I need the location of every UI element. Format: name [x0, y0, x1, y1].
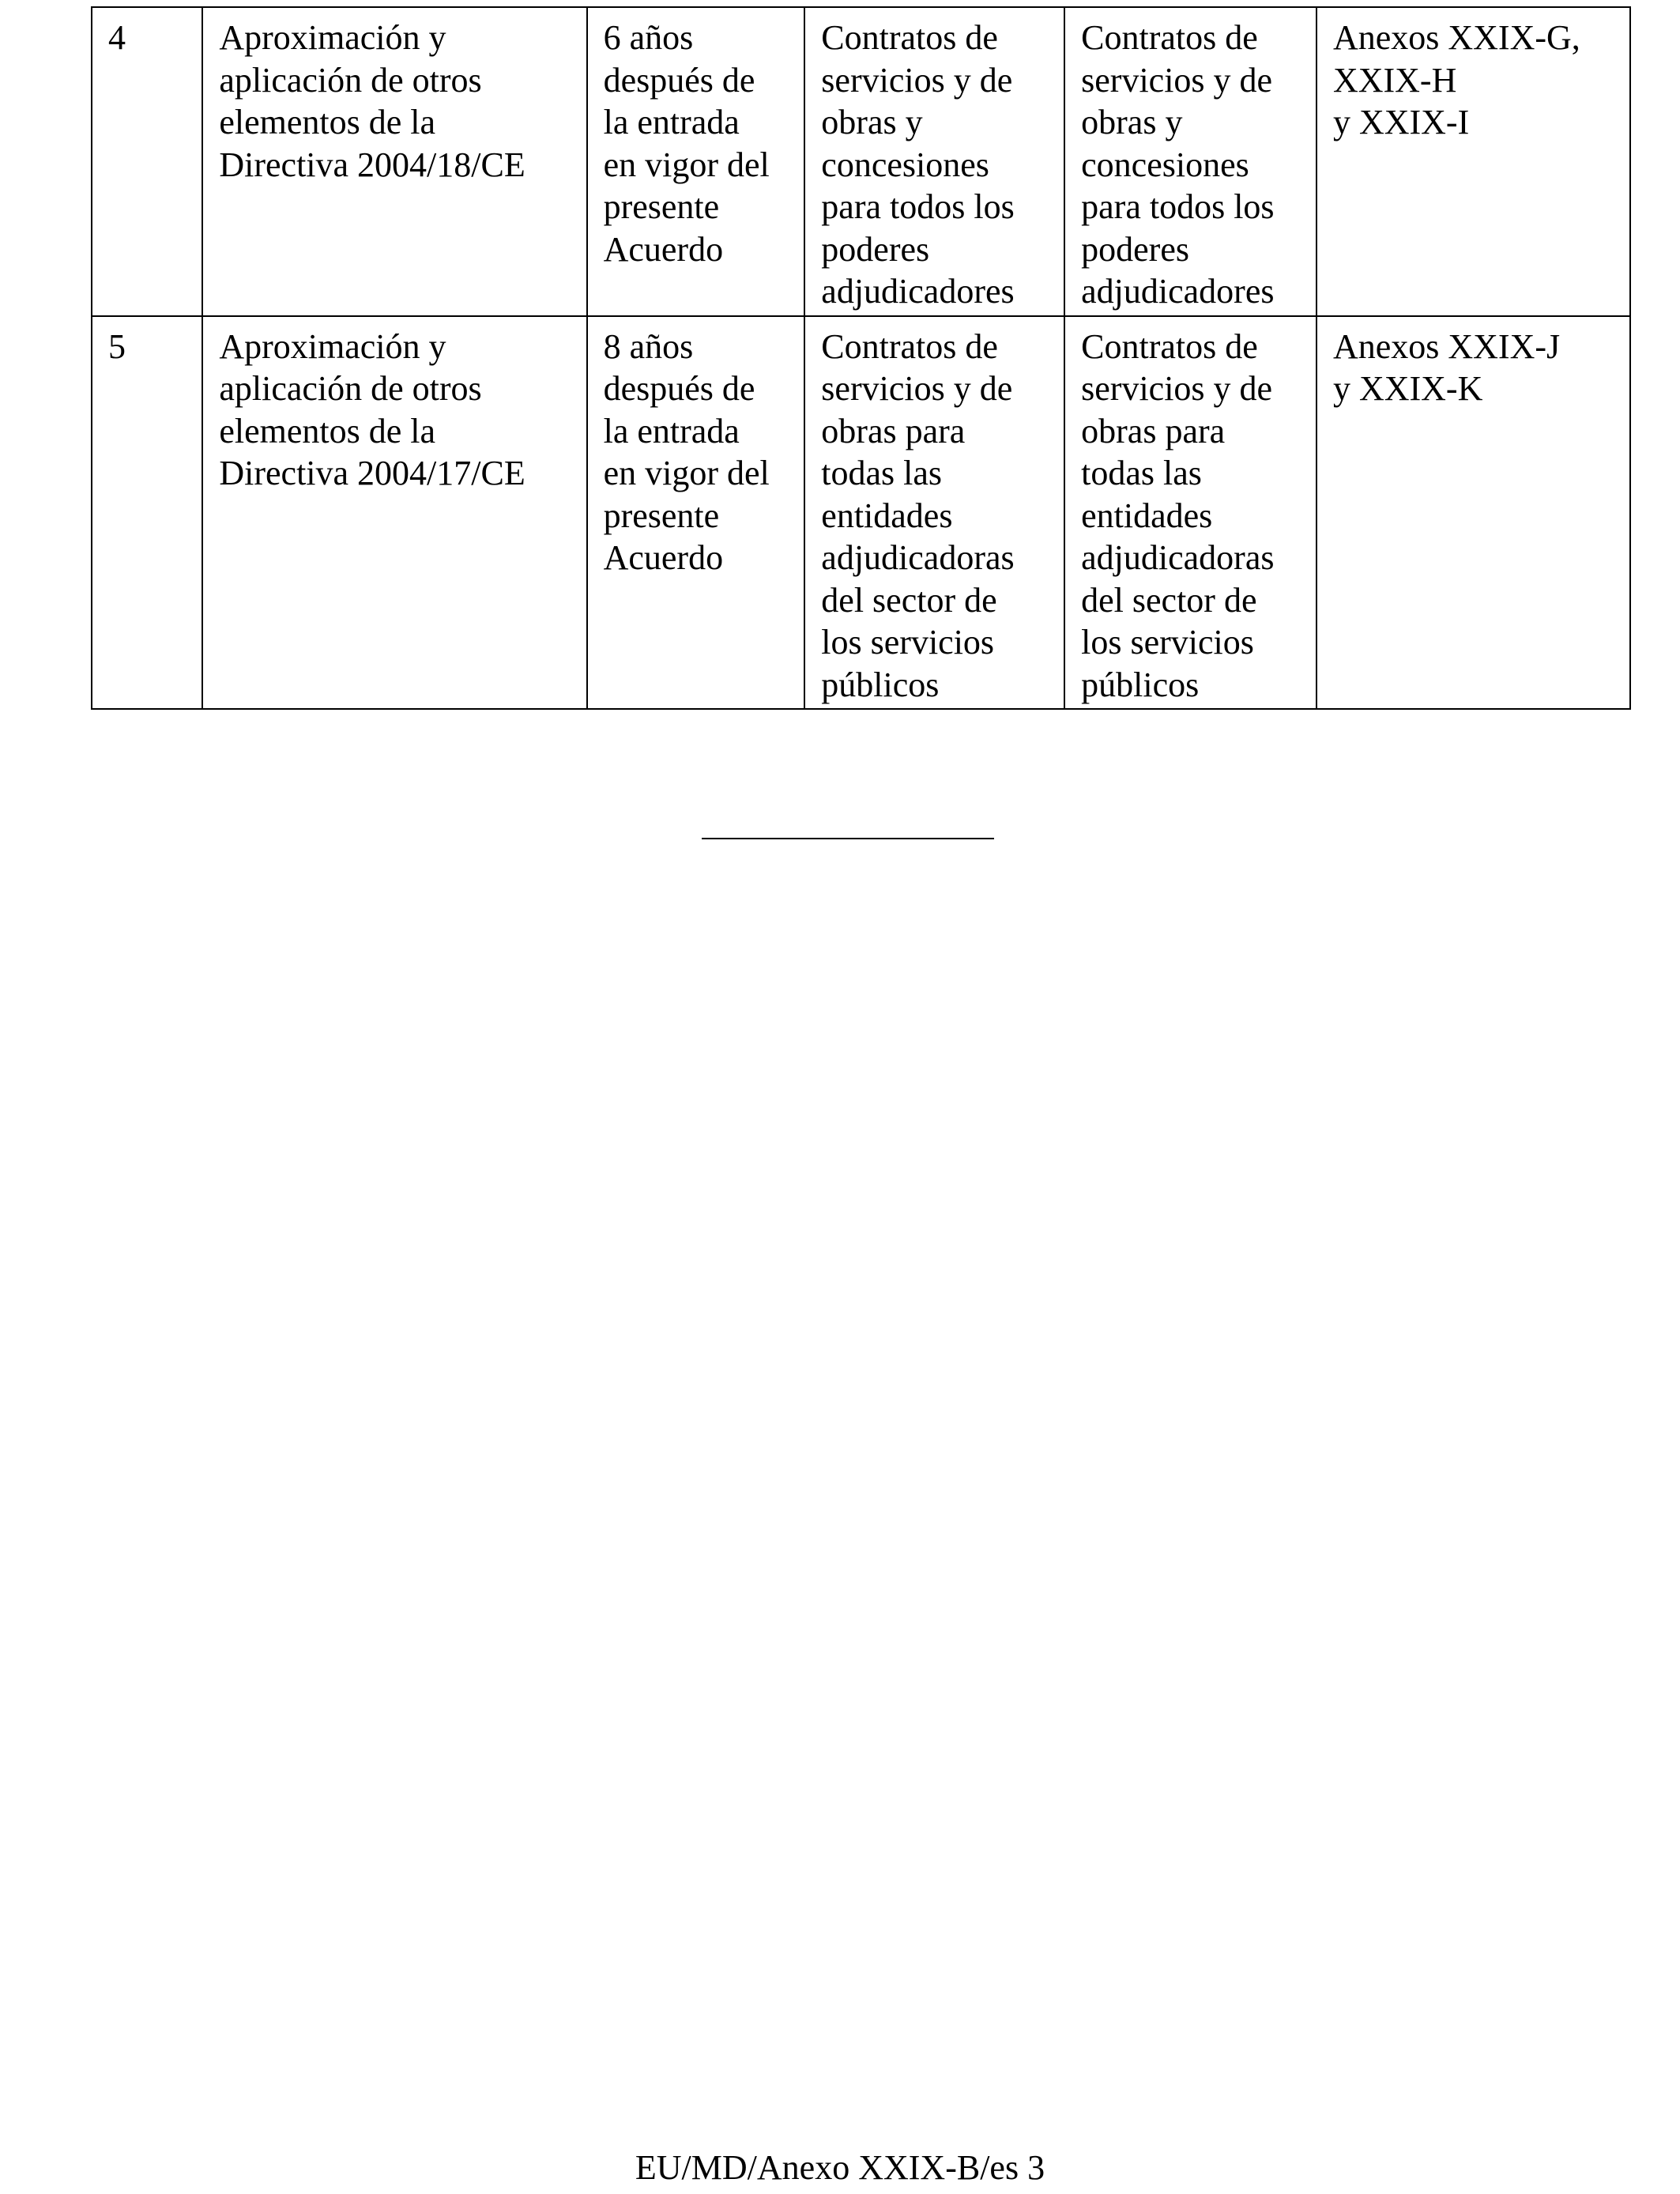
- phase-timetable-cell: 8 años después de la entrada en vigor del presente Acuerdo: [587, 316, 805, 710]
- phase-description-cell: Aproximación y aplicación de otros elementos de la Directiva 2004/17/CE: [202, 316, 586, 710]
- phases-table: [91, 6, 1631, 710]
- md-market-access-cell: Contratos de servicios y de obras y concesiones para todos los poderes adjudicadores: [1064, 7, 1317, 316]
- page-footer: EU/MD/Anexo XXIX-B/es 3: [635, 2148, 1045, 2187]
- table-row: [92, 316, 1630, 710]
- annexes-cell: Anexos XXIX-G, XXIX-H y XXIX-I: [1317, 7, 1630, 316]
- phase-number-cell: 5: [92, 316, 202, 710]
- end-of-annex-divider: [702, 838, 994, 839]
- table-row: [92, 7, 1630, 316]
- eu-market-access-cell: Contratos de servicios y de obras para todas las entidades adjudicadoras del sector de los servicios públicos: [804, 316, 1064, 710]
- phase-number-cell: 4: [92, 7, 202, 316]
- eu-market-access-cell: Contratos de servicios y de obras y concesiones para todos los poderes adjudicadores: [804, 7, 1064, 316]
- annexes-cell: Anexos XXIX-J y XXIX-K: [1317, 316, 1630, 710]
- md-market-access-cell: Contratos de servicios y de obras para todas las entidades adjudicadoras del sector de los servicios públicos: [1064, 316, 1317, 710]
- phase-timetable-cell: 6 años después de la entrada en vigor del presente Acuerdo: [587, 7, 805, 316]
- phase-description-cell: Aproximación y aplicación de otros elementos de la Directiva 2004/18/CE: [202, 7, 586, 316]
